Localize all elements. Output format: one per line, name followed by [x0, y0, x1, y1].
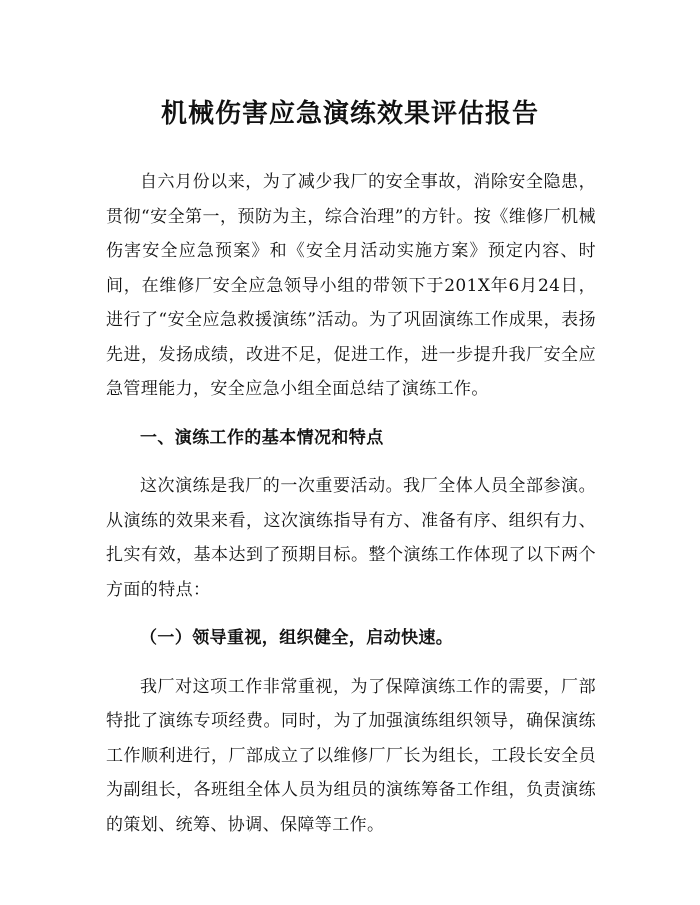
subsection-paragraph: 我厂对这项工作非常重视，为了保障演练工作的需要，厂部特批了演练专项经费。同时，为了加强演练组织领导，确保演练工作顺利进行，厂部成立了以维修厂厂长为组长，工段长安全员为副组长，各班组全体人员为组员的演练筹备工作组，负责演练的策划、统筹、协调、保障等工作。 — [106, 676, 596, 835]
paragraph-gap — [106, 455, 596, 469]
paragraph-gap — [106, 407, 596, 421]
document-title: 机械伤害应急演练效果评估报告 — [160, 99, 539, 129]
paragraph-gap — [106, 607, 596, 621]
subsection-heading: （一）领导重视，组织健全，启动快速。 — [140, 628, 454, 648]
section-heading: 一、演练工作的基本情况和特点 — [140, 427, 384, 448]
document-body — [106, 165, 596, 842]
paragraph-gap — [106, 656, 596, 670]
section-paragraph: 这次演练是我厂的一次重要活动。我厂全体人员全部参演。从演练的效果来看，这次演练指导有方、准备有序、组织有力、扎实有效，基本达到了预期目标。整个演练工作体现了以下两个方面的特点： — [106, 476, 596, 600]
intro-paragraph: 自六月份以来，为了减少我厂的安全事故，消除安全隐患，贯彻“安全第一，预防为主，综合治理”的方针。按《维修厂机械伤害安全应急预案》和《安全月活动实施方案》预定内容、时间，在维修厂安全应急领导小组的带领下于201X年6月24日，进行了“安全应急救援演练”活动。为了巩固演练工作成果，表扬先进，发扬成绩，改进不足，促进工作，进一步提升我厂安全应急管理能力，安全应急小组全面总结了演练工作。 — [106, 172, 596, 399]
